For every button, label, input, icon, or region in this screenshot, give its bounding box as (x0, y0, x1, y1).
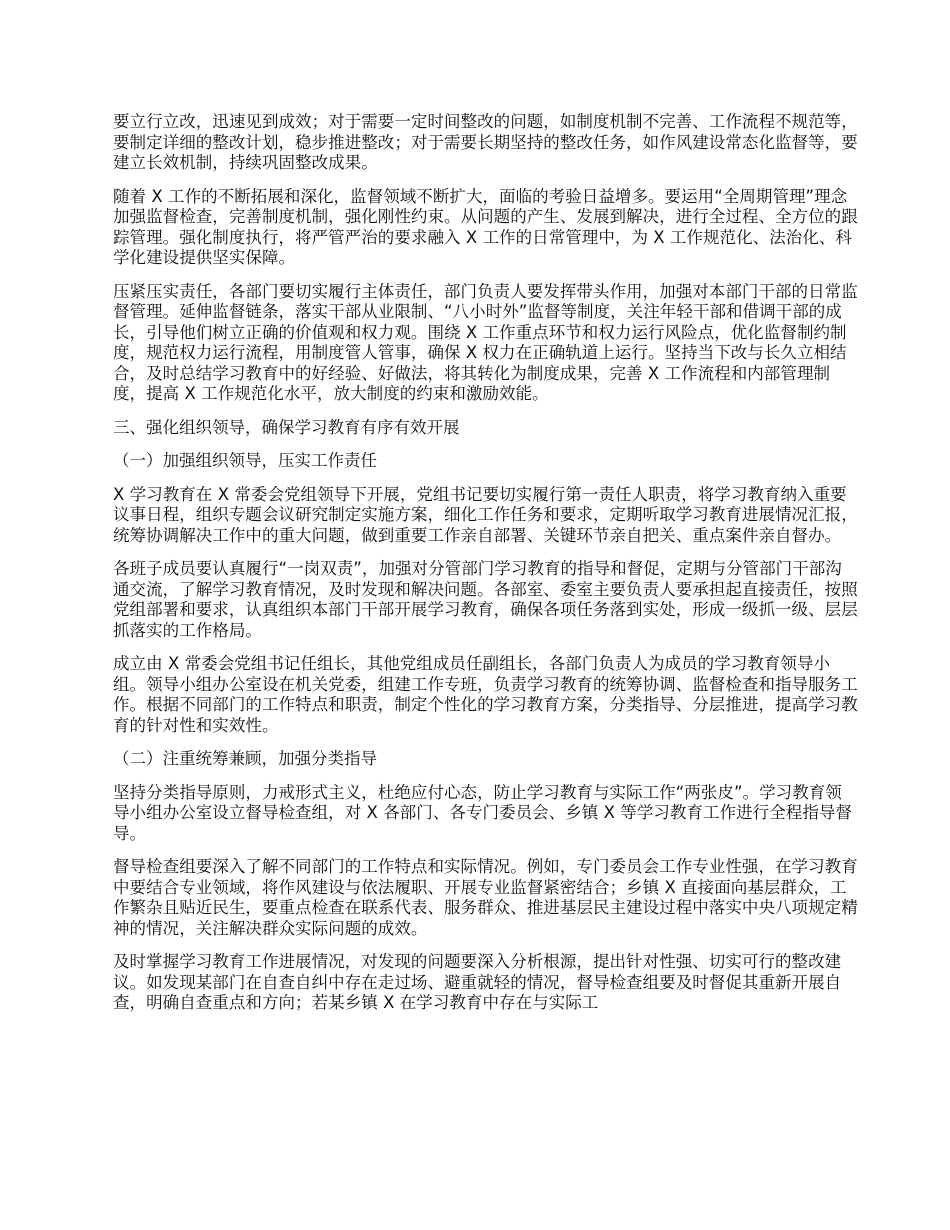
paragraph-8: 督导检查组要深入了解不同部门的工作特点和实际情况。例如，专门委员会工作专业性强，在学习教育中要结合专业领域，将作风建设与依法履职、开展专业监督紧密结合；乡镇 X 直接面向基层群众，工作繁杂且贴近民生，要重点检查在联系代表、服务群众、推进基层民主建设过程中落实中央八项规定精神的情况，关注解决群众实际问题的成效。 (113, 857, 858, 938)
paragraph-9: 及时掌握学习教育工作进展情况，对发现的问题要深入分析根源，提出针对性强、切实可行的整改建议。如发现某部门在自查自纠中存在走过场、避重就轻的情况，督导检查组要及时督促其重新开展自查，明确自查重点和方向；若某乡镇 X 在学习教育中存在与实际工 (113, 952, 842, 1012)
document-page (113, 112, 858, 1027)
section-heading-3: 三、强化组织领导，确保学习教育有序有效开展 (113, 417, 460, 437)
paragraph-5: 各班子成员要认真履行“一岗双责”，加强对分管部门学习教育的指导和督促，定期与分管部门干部沟通交流，了解学习教育情况，及时发现和解决问题。各部室、委室主要负责人要承担起直接责任，按照党组部署和要求，认真组织本部门干部开展学习教育，确保各项任务落到实处，形成一级抓一级、层层抓落实的工作格局。 (113, 559, 858, 640)
paragraph-6: 成立由 X 常委会党组书记任组长，其他党组成员任副组长，各部门负责人为成员的学习教育领导小组。领导小组办公室设在机关党委，组建工作专班，负责学习教育的统筹协调、监督检查和指导服务工作。根据不同部门的工作特点和职责，制定个性化的学习教育方案，分类指导、分层推进，提高学习教育的针对性和实效性。 (113, 654, 858, 735)
subsection-heading-2: （二）注重统筹兼顾，加强分类指导 (113, 749, 377, 768)
paragraph-3: 压紧压实责任，各部门要切实履行主体责任，部门负责人要发挥带头作用，加强对本部门干部的日常监督管理。延伸监督链条，落实干部从业限制、“八小时外”监督等制度，关注年轻干部和借调干部的成长，引导他们树立正确的价值观和权力观。围绕 X 工作重点环节和权力运行风险点，优化监督制约制度，规范权力运行流程，用制度管人管事，确保 X 权力在正确轨道上运行。坚持当下改与长久立相结合，及时总结学习教育中的好经验、好做法，将其转化为制度成果，完善 X 工作流程和内部管理制度，提高 X 工作规范化水平，放大制度的约束和激励效能。 (113, 281, 858, 403)
paragraph-1: 要立行立改，迅速见到成效；对于需要一定时间整改的问题，如制度机制不完善、工作流程不规范等，要制定详细的整改计划，稳步推进整改；对于需要长期坚持的整改任务，如作风建设常态化监督等，要建立长效机制，持续巩固整改成果。 (113, 112, 858, 172)
paragraph-2: 随着 X 工作的不断拓展和深化，监督领域不断扩大，面临的考验日益增多。要运用“全周期管理”理念加强监督检查，完善制度机制，强化刚性约束。从问题的产生、发展到解决，进行全过程、全方位的跟踪管理。强化制度执行，将严管严治的要求融入 X 工作的日常管理中，为 X 工作规范化、法治化、科学化建设提供坚实保障。 (113, 186, 858, 267)
subsection-heading-1: （一）加强组织领导，压实工作责任 (113, 451, 377, 470)
paragraph-7: 坚持分类指导原则，力戒形式主义，杜绝应付心态，防止学习教育与实际工作“两张皮”。学习教育领导小组办公室设立督导检查组，对 X 各部门、各专门委员会、乡镇 X 等学习教育工作进行全程指导督导。 (113, 782, 852, 843)
paragraph-4: X 学习教育在 X 常委会党组领导下开展，党组书记要切实履行第一责任人职责，将学习教育纳入重要议事日程，组织专题会议研究制定实施方案，细化工作任务和要求，定期听取学习教育进展情况汇报，统筹协调解决工作中的重大问题，做到重要工作亲自部署、关键环节亲自把关、重点案件亲自督办。 (113, 484, 858, 545)
